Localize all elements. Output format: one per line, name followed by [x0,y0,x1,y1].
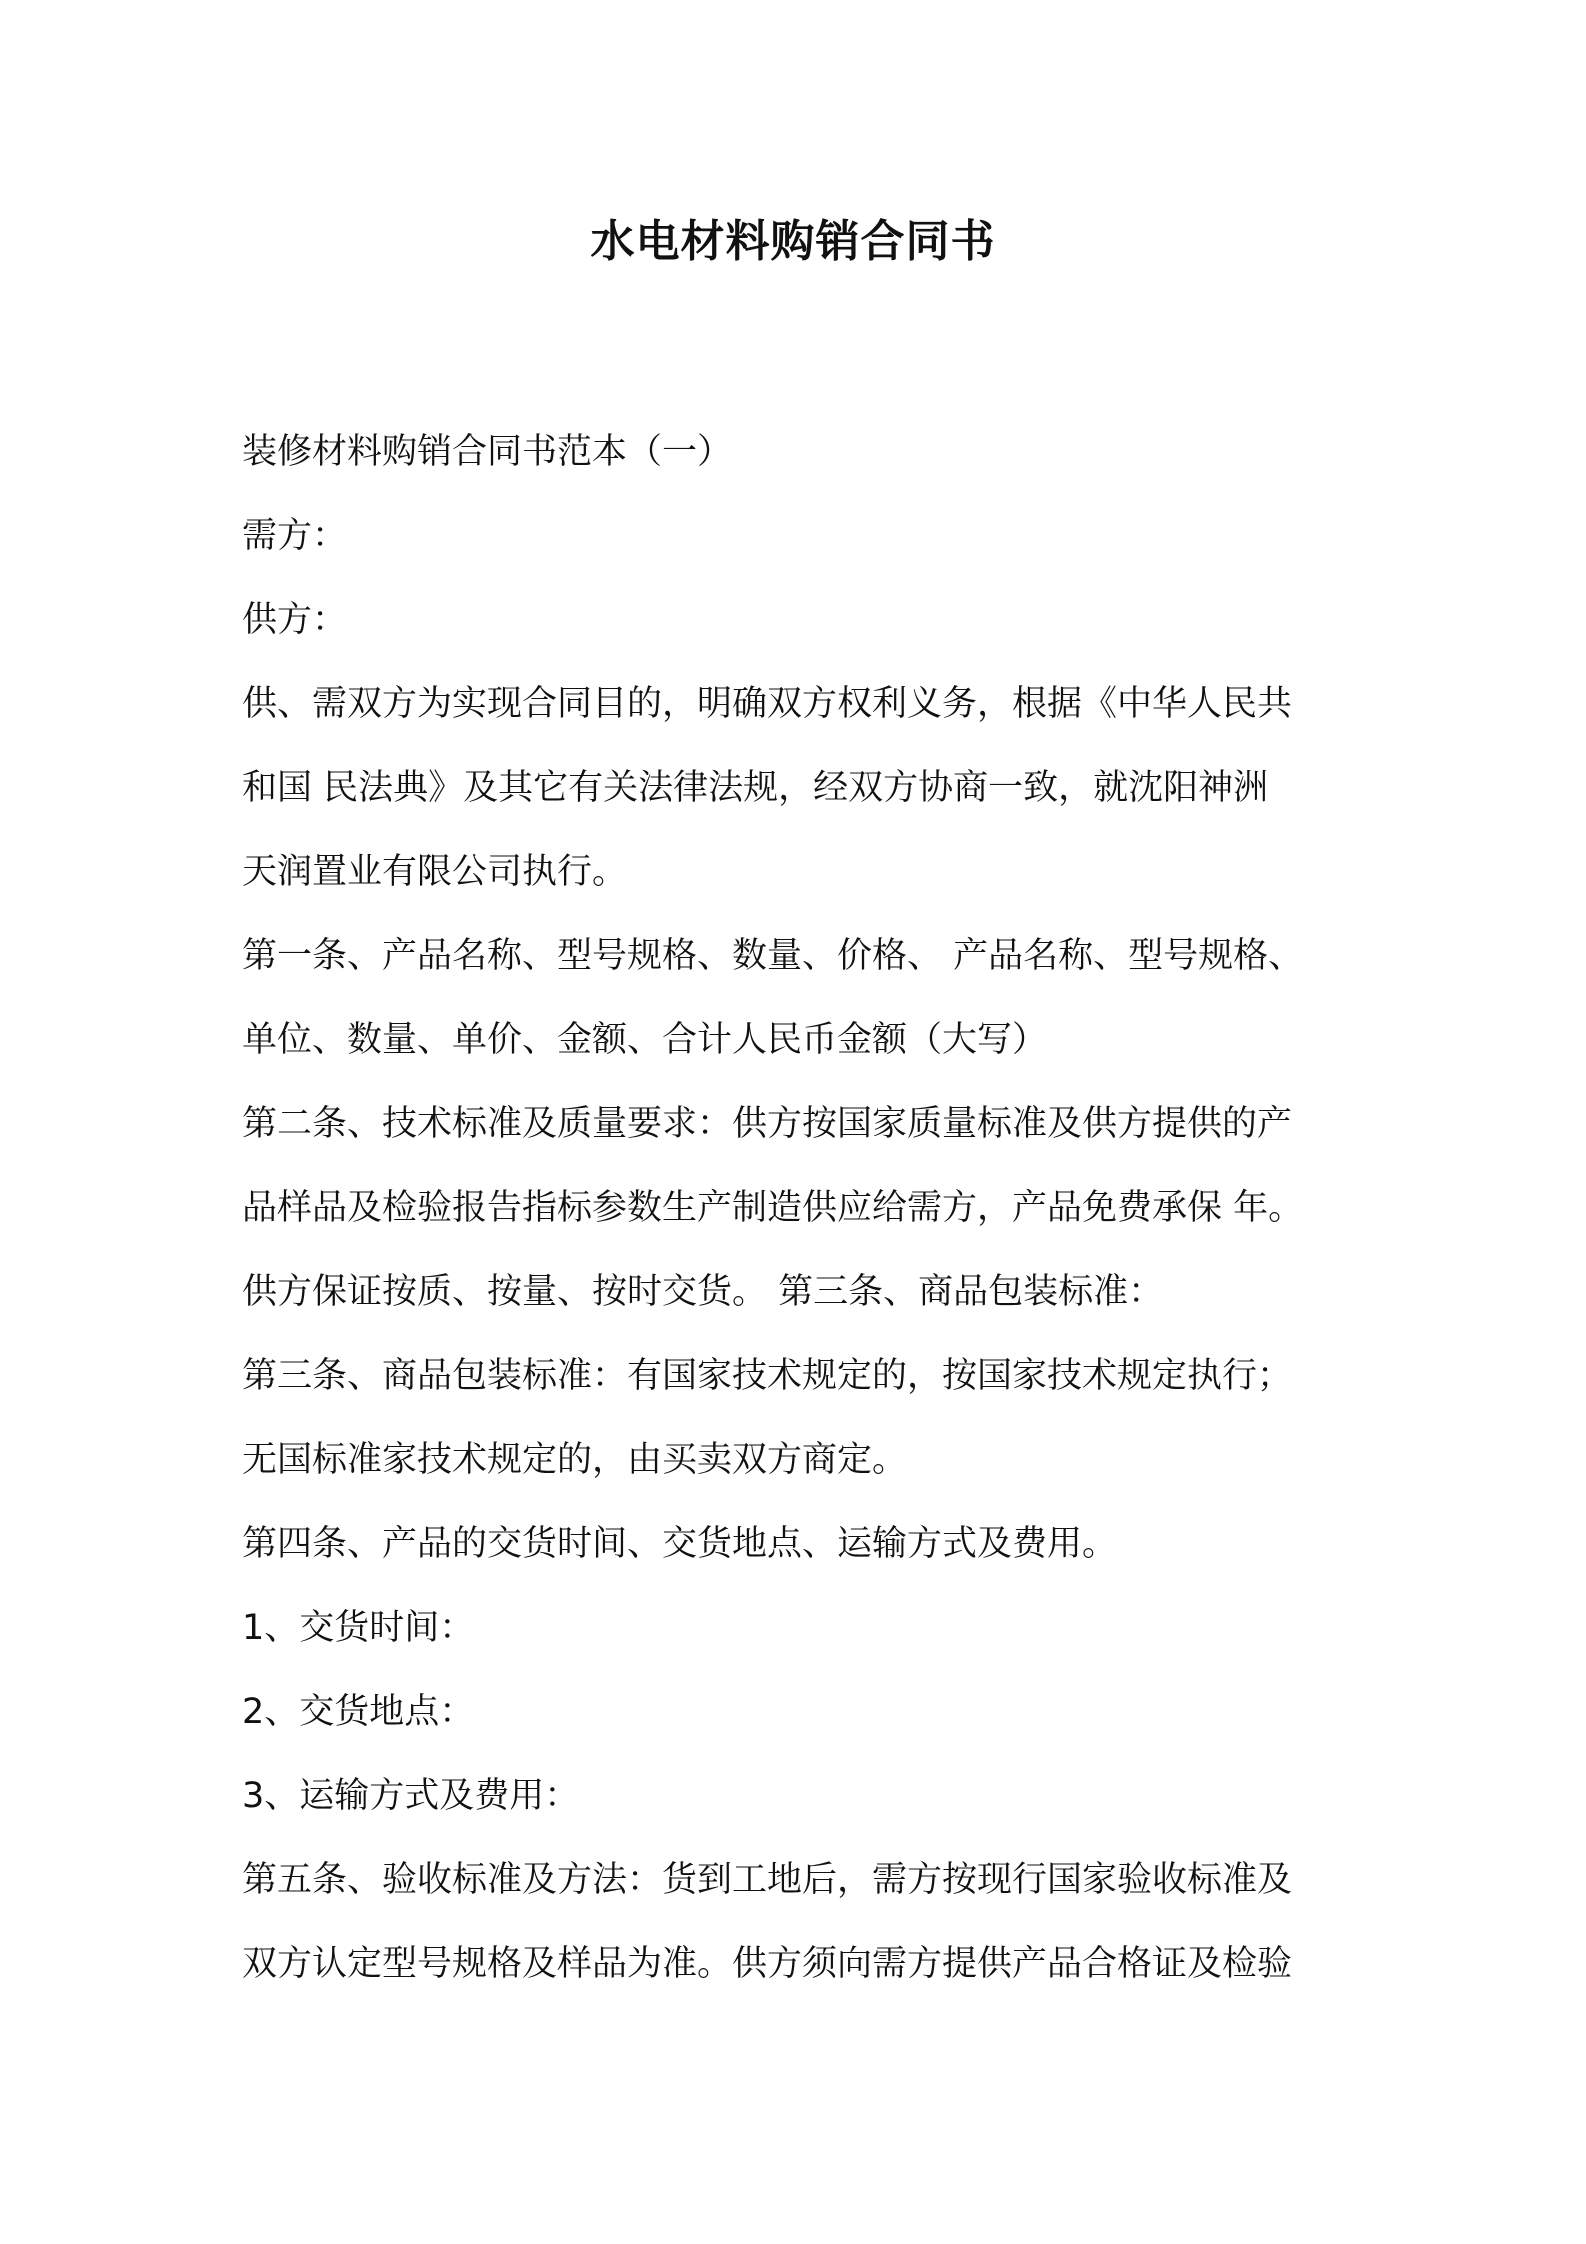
text-line: 装修材料购销合同书范本（一） [242,432,733,472]
text-line: 需方： [242,516,348,556]
text-line: 和国 民法典》及其它有关法律法规，经双方协商一致，就沈阳神洲 [242,768,1269,808]
text-line: 第五条、验收标准及方法：货到工地后，需方按现行国家验收标准及 [242,1860,1293,1900]
text-line: 第一条、产品名称、型号规格、数量、价格、 产品名称、型号规格、 [242,936,1304,976]
document-title: 水电材料购销合同书 [590,216,996,267]
text-line: 天润置业有限公司执行。 [242,852,628,892]
text-line: 供方保证按质、按量、按时交货。 第三条、商品包装标准： [242,1272,1164,1312]
text-line: 1、交货时间： [242,1608,475,1648]
text-line: 双方认定型号规格及样品为准。供方须向需方提供产品合格证及检验 [242,1944,1293,1984]
text-line: 第二条、技术标准及质量要求：供方按国家质量标准及供方提供的产 [242,1104,1293,1144]
text-line: 供方： [242,600,348,640]
document-body [242,410,1382,2006]
text-line: 3、运输方式及费用： [242,1776,580,1816]
text-line: 供、需双方为实现合同目的，明确双方权利义务，根据《中华人民共 [242,684,1293,724]
text-line: 第三条、商品包装标准：有国家技术规定的，按国家技术规定执行； [242,1356,1293,1396]
text-line: 2、交货地点： [242,1692,475,1732]
text-line: 品样品及检验报告指标参数生产制造供应给需方，产品免费承保 年。 [242,1188,1304,1228]
text-line: 单位、数量、单价、金额、合计人民币金额（大写） [242,1020,1048,1060]
text-line: 无国标准家技术规定的，由买卖双方商定。 [242,1440,908,1480]
text-line: 第四条、产品的交货时间、交货地点、运输方式及费用。 [242,1524,1118,1564]
